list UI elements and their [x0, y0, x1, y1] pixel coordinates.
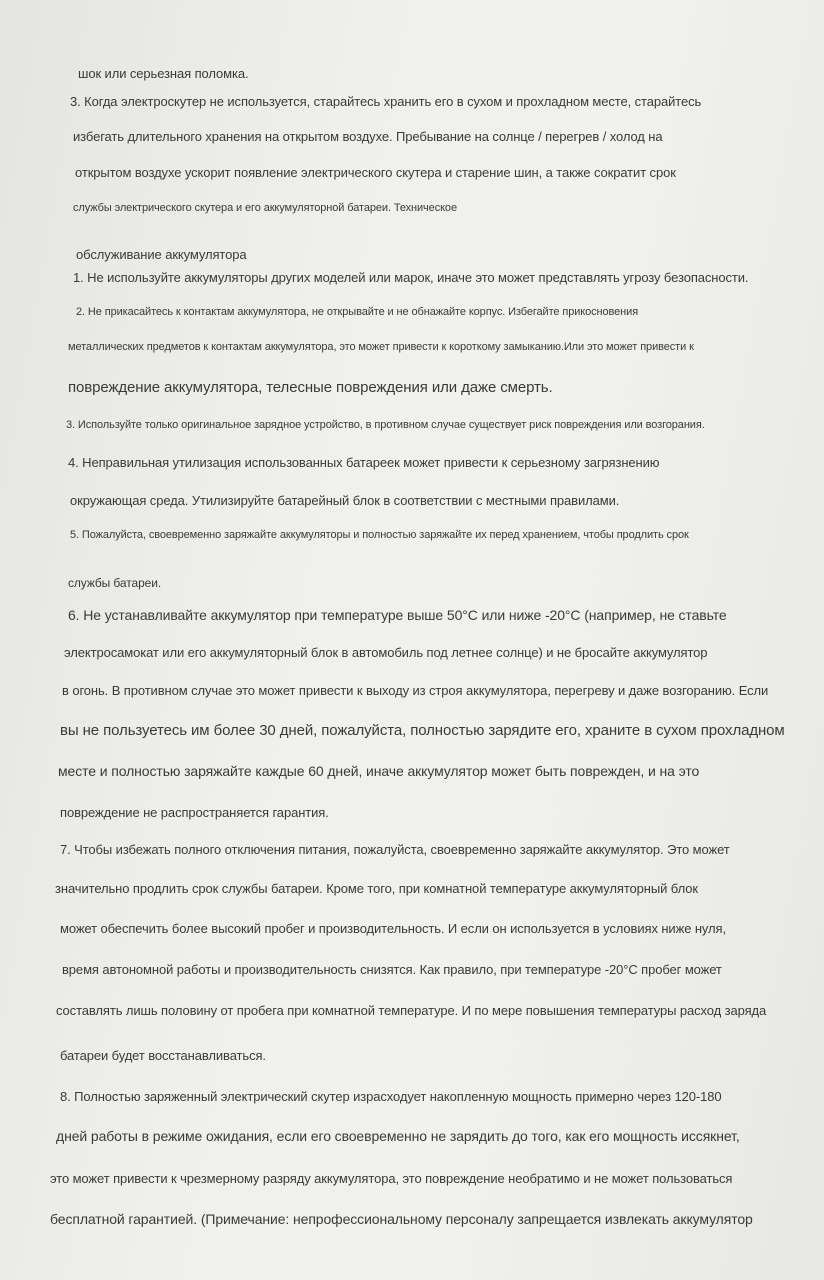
text-line: 7. Чтобы избежать полного отключения питания, пожалуйста, своевременно заряжайте аккумулятор. Это может — [60, 842, 730, 857]
text-line: может обеспечить более высокий пробег и производительность. И если он используется в условиях ниже нуля, — [60, 921, 726, 936]
text-line: дней работы в режиме ожидания, если его своевременно не зарядить до того, как его мощность иссякнет, — [56, 1128, 740, 1144]
text-line: открытом воздухе ускорит появление электрического скутера и старение шин, а также сократит срок — [75, 165, 676, 180]
text-line: 4. Неправильная утилизация использованных батареек может привести к серьезному загрязнению — [68, 455, 660, 470]
text-line: время автономной работы и производительность снизятся. Как правило, при температуре -20°C пробег может — [62, 962, 722, 977]
text-line: повреждение не распространяется гарантия. — [60, 805, 329, 820]
text-line: 2. Не прикасайтесь к контактам аккумулятора, не открывайте и не обнажайте корпус. Избегайте прикосновения — [76, 306, 639, 318]
text-line: 6. Не устанавливайте аккумулятор при температуре выше 50°C или ниже -20°C (например, не ставьте — [68, 607, 727, 623]
text-line: бесплатной гарантией. (Примечание: непрофессиональному персоналу запрещается извлекать аккумулятор — [50, 1211, 753, 1227]
text-line: избегать длительного хранения на открытом воздухе. Пребывание на солнце / перегрев / холод на — [73, 129, 663, 144]
text-line: электросамокат или его аккумуляторный блок в автомобиль под летнее солнце) и не бросайте аккумулятор — [64, 645, 708, 660]
text-line: батареи будет восстанавливаться. — [60, 1048, 266, 1063]
text-line: 5. Пожалуйста, своевременно заряжайте аккумуляторы и полностью заряжайте их перед хранением, чтобы продлить срок — [70, 529, 689, 541]
text-line: металлических предметов к контактам аккумулятора, это может привести к короткому замыканию.Или это может привести к — [68, 341, 694, 353]
text-line: вы не пользуетесь им более 30 дней, пожалуйста, полностью зарядите его, храните в сухом прохладном — [60, 722, 785, 739]
text-line: обслуживание аккумулятора — [76, 247, 247, 262]
text-line: повреждение аккумулятора, телесные повреждения или даже смерть. — [68, 379, 553, 396]
text-line: месте и полностью заряжайте каждые 60 дней, иначе аккумулятор может быть поврежден, и на это — [58, 763, 700, 779]
text-line: 3. Используйте только оригинальное зарядное устройство, в противном случае существует риск повреждения или возгорания. — [66, 419, 705, 431]
text-line: 3. Когда электроскутер не используется, старайтесь хранить его в сухом и прохладном месте, старайтесь — [70, 94, 702, 109]
text-line: составлять лишь половину от пробега при комнатной температуре. И по мере повышения температуры расход заряда — [56, 1003, 767, 1018]
text-line: это может привести к чрезмерному разряду аккумулятора, это повреждение необратимо и не может пользоваться — [50, 1171, 733, 1186]
text-line: в огонь. В противном случае это может привести к выходу из строя аккумулятора, перегреву и даже возгоранию. Если — [62, 683, 769, 698]
text-line: службы электрического скутера и его аккумуляторной батареи. Техническое — [73, 202, 457, 214]
text-line: шок или серьезная поломка. — [78, 66, 249, 81]
text-line: 1. Не используйте аккумуляторы других моделей или марок, иначе это может представлять угрозу безопасности. — [73, 270, 749, 285]
text-line: службы батареи. — [68, 576, 162, 590]
text-line: окружающая среда. Утилизируйте батарейный блок в соответствии с местными правилами. — [70, 493, 620, 508]
text-line: значительно продлить срок службы батареи. Кроме того, при комнатной температуре аккумуляторный блок — [55, 881, 698, 896]
text-line: 8. Полностью заряженный электрический скутер израсходует накопленную мощность примерно через 120-180 — [60, 1089, 722, 1104]
